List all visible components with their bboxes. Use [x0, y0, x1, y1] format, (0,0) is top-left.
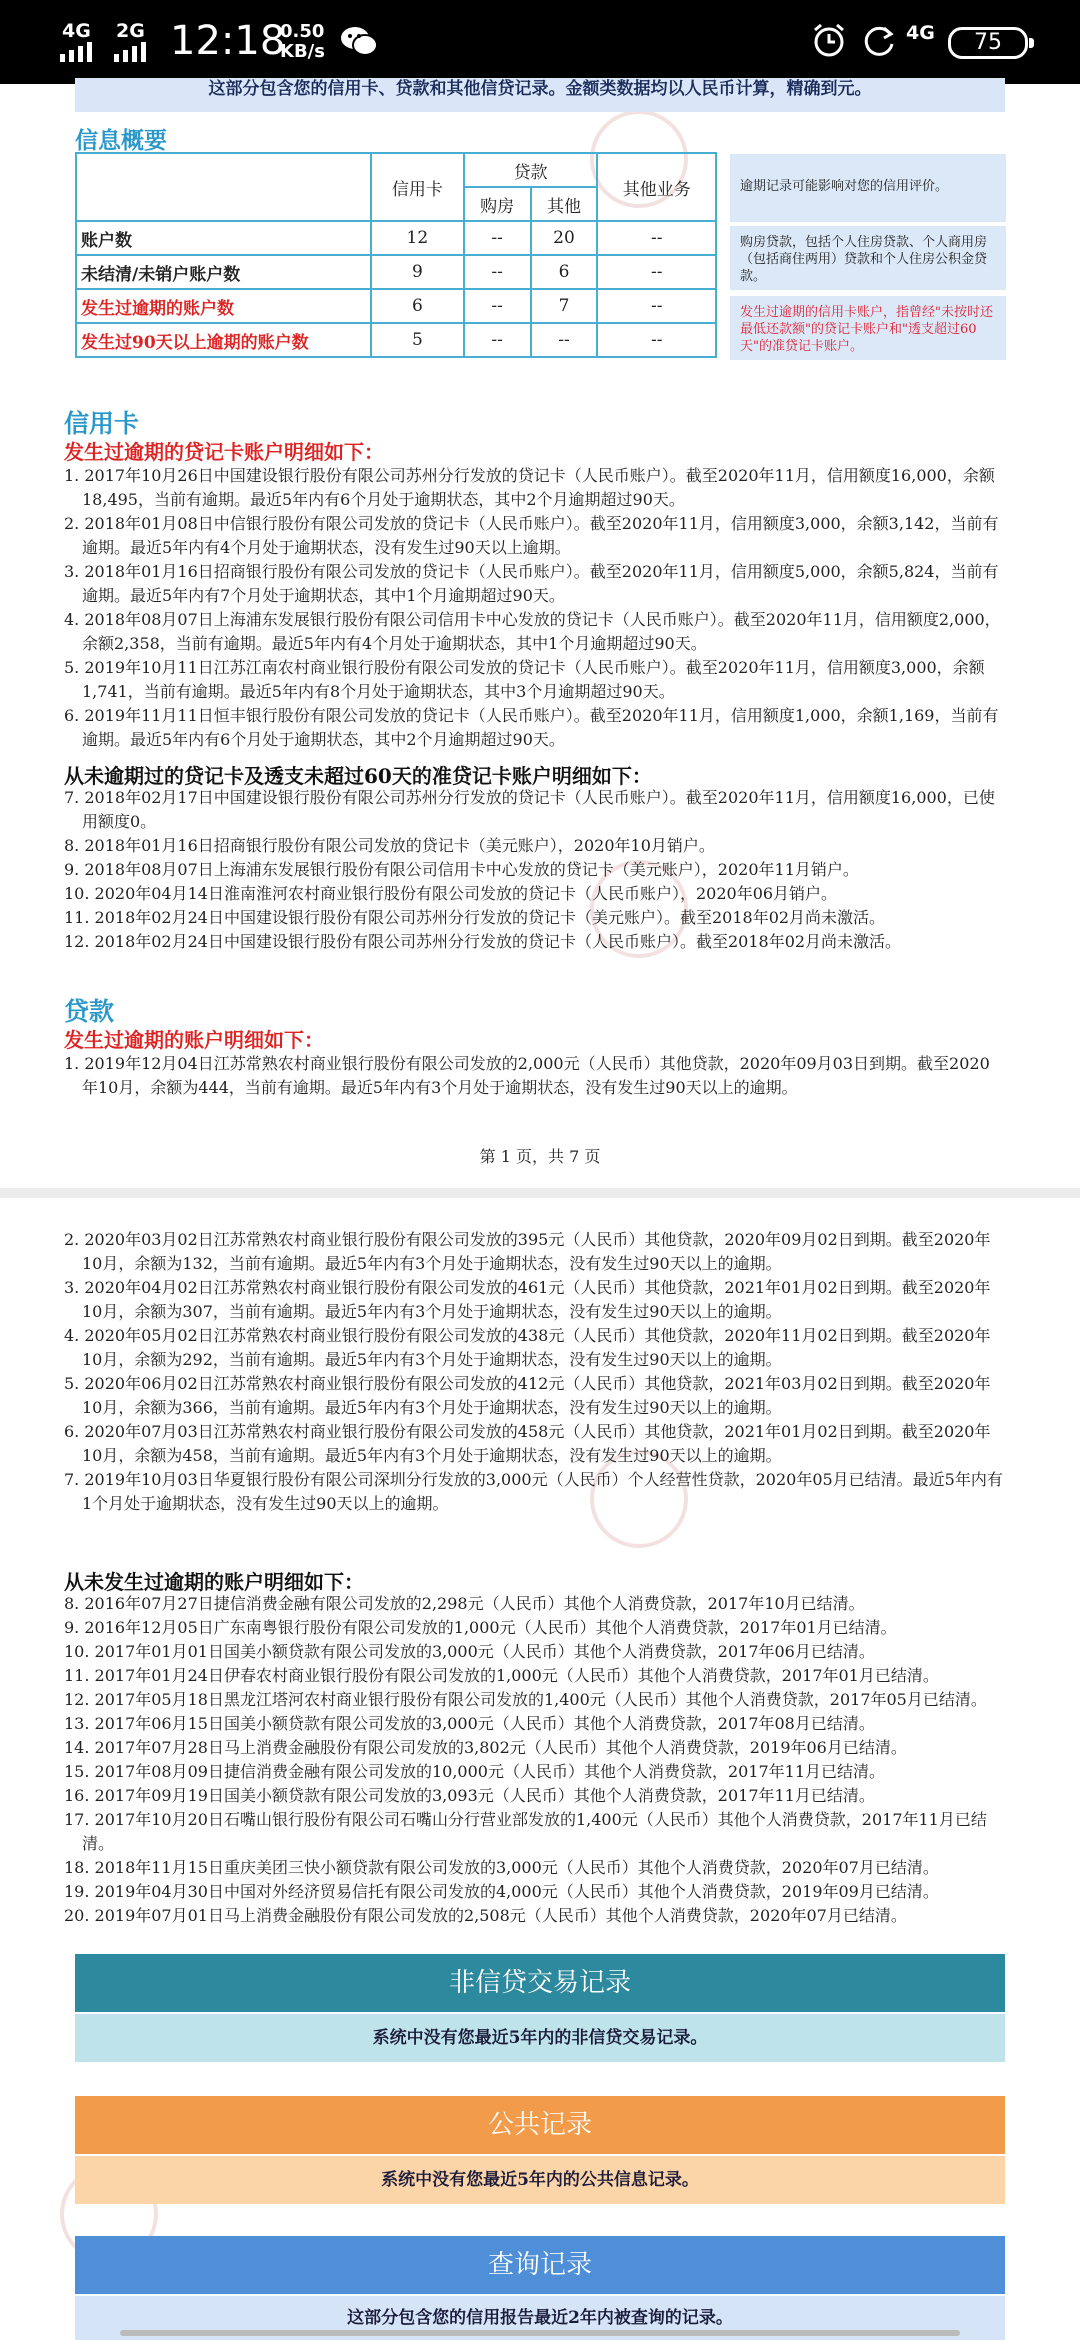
- wechat-icon: [340, 24, 378, 58]
- signal-icon-2: [114, 42, 146, 62]
- cell-credit-card: 12: [371, 221, 464, 255]
- list-item: 1. 2019年12月04日江苏常熟农村商业银行股份有限公司发放的2,000元（人民币）其他贷款，2020年09月03日到期。截至2020年10月，余额为444，当前有逾期。最近5年内有3个月处于逾期状态，没有发生过90天以上的逾期。: [64, 1054, 990, 1097]
- col-loan-other: 其他: [531, 187, 598, 221]
- cell-credit-card: 9: [371, 255, 464, 289]
- cell-loan-other: 20: [531, 221, 598, 255]
- loan-normal-list: [64, 1592, 1004, 1928]
- list-item: 6. 2019年11月11日恒丰银行股份有限公司发放的贷记卡（人民币账户）。截至2020年11月，信用额度1,000，余额1,169，当前有逾期。最近5年内有6个月处于逾期状态，其中2个月逾期超过90天。: [64, 706, 999, 749]
- status-bar: [0, 0, 1080, 84]
- cell-other-business: --: [597, 289, 716, 323]
- list-item: 7. 2018年02月17日中国建设银行股份有限公司苏州分行发放的贷记卡（人民币账户）。截至2020年11月，信用额度16,000，已使用额度0。: [64, 788, 995, 831]
- list-item: 2. 2018年01月08日中信银行股份有限公司发放的贷记卡（人民币账户）。截至2020年11月，信用额度3,000，余额3,142，当前有逾期。最近5年内有4个月处于逾期状态，没有发生过90天以上逾期。: [64, 514, 999, 557]
- page-separator: [0, 1188, 1080, 1198]
- list-item: 15. 2017年08月09日捷信消费金融有限公司发放的10,000元（人民币）其他个人消费贷款，2017年11月已结清。: [64, 1762, 886, 1781]
- table-row: [76, 255, 716, 289]
- list-item: 16. 2017年09月19日国美小额贷款有限公司发放的3,093元（人民币）其他个人消费贷款，2017年11月已结清。: [64, 1786, 875, 1805]
- table-header-row: [76, 153, 716, 187]
- cell-other-business: --: [597, 221, 716, 255]
- cell-house: --: [464, 323, 531, 357]
- loan-title: 贷款: [64, 997, 115, 1026]
- battery-icon: 75: [948, 27, 1028, 59]
- loan-overdue-list-page1: [64, 1052, 1004, 1100]
- cell-loan-other: 7: [531, 289, 598, 323]
- cell-house: --: [464, 221, 531, 255]
- alarm-icon: [810, 22, 848, 60]
- loan-overdue-list-page2: [64, 1228, 1004, 1516]
- col-loan: 贷款: [464, 153, 598, 187]
- list-item: 3. 2018年01月16日招商银行股份有限公司发放的贷记卡（人民币账户）。截至2020年11月，信用额度5,000，余额5,824，当前有逾期。最近5年内有7个月处于逾期状态，其中1个月逾期超过90天。: [64, 562, 999, 605]
- public-records-header: 公共记录: [75, 2096, 1005, 2154]
- cell-loan-other: --: [531, 323, 598, 357]
- list-item: 12. 2018年02月24日中国建设银行股份有限公司苏州分行发放的贷记卡（人民币账户）。截至2018年02月尚未激活。: [64, 932, 902, 951]
- credit-card-title: 信用卡: [64, 409, 140, 438]
- query-records-header: 查询记录: [75, 2236, 1005, 2294]
- network-2g-label: 2G: [116, 20, 145, 42]
- speed-value: 0.50: [280, 21, 325, 42]
- cell-house: --: [464, 289, 531, 323]
- list-item: 4. 2020年05月02日江苏常熟农村商业银行股份有限公司发放的438元（人民币）其他贷款，2020年11月02日到期。截至2020年10月，余额为292，当前有逾期。最近5年内有3个月处于逾期状态，没有发生过90天以上的逾期。: [64, 1326, 991, 1369]
- col-other-business: 其他业务: [597, 153, 716, 221]
- list-item: 1. 2017年10月26日中国建设银行股份有限公司苏州分行发放的贷记卡（人民币账户）。截至2020年11月，信用额度16,000，余额18,495，当前有逾期。最近5年内有6个月处于逾期状态，其中2个月逾期超过90天。: [64, 466, 995, 509]
- list-item: 7. 2019年10月03日华夏银行股份有限公司深圳分行发放的3,000元（人民币）个人经营性贷款，2020年05月已结清。最近5年内有1个月处于逾期状态，没有发生过90天以上的逾期。: [64, 1470, 1003, 1513]
- list-item: 14. 2017年07月28日马上消费金融股份有限公司发放的3,802元（人民币）其他个人消费贷款，2019年06月已结清。: [64, 1738, 907, 1757]
- row-label: 账户数: [76, 221, 371, 255]
- cc-overdue-list: [64, 464, 1004, 752]
- info-summary-title: 信息概要: [75, 127, 167, 154]
- list-item: 12. 2017年05月18日黑龙江塔河农村商业银行股份有限公司发放的1,400元（人民币）其他个人消费贷款，2017年05月已结清。: [64, 1690, 987, 1709]
- speed-unit: KB/s: [280, 41, 325, 62]
- table-corner: [76, 153, 371, 221]
- non-credit-header: 非信贷交易记录: [75, 1954, 1005, 2012]
- row-label: 发生过逾期的账户数: [76, 289, 371, 323]
- cell-loan-other: 6: [531, 255, 598, 289]
- list-item: 17. 2017年10月20日石嘴山银行股份有限公司石嘴山分行营业部发放的1,400元（人民币）其他个人消费贷款，2017年11月已结清。: [64, 1810, 987, 1853]
- refresh-icon: [860, 22, 898, 60]
- list-item: 3. 2020年04月02日江苏常熟农村商业银行股份有限公司发放的461元（人民币）其他贷款，2021年01月02日到期。截至2020年10月，余额为307，当前有逾期。最近5年内有3个月处于逾期状态，没有发生过90天以上的逾期。: [64, 1278, 991, 1321]
- list-item: 5. 2020年06月02日江苏常熟农村商业银行股份有限公司发放的412元（人民币）其他贷款，2021年03月02日到期。截至2020年10月，余额为366，当前有逾期。最近5年内有3个月处于逾期状态，没有发生过90天以上的逾期。: [64, 1374, 991, 1417]
- list-item: 10. 2020年04月14日淮南淮河农村商业银行股份有限公司发放的贷记卡（人民币账户），2020年06月销户。: [64, 884, 838, 903]
- list-item: 6. 2020年07月03日江苏常熟农村商业银行股份有限公司发放的458元（人民币）其他贷款，2021年01月02日到期。截至2020年10月，余额为458，当前有逾期。最近5年内有3个月处于逾期状态，没有发生过90天以上的逾期。: [64, 1422, 991, 1465]
- list-item: 9. 2018年08月07日上海浦东发展银行股份有限公司信用卡中心发放的贷记卡（美元账户），2020年11月销户。: [64, 860, 859, 879]
- horizontal-scrollbar[interactable]: [120, 2330, 960, 2336]
- note-overdue-impact: 逾期记录可能影响对您的信用评价。: [730, 154, 1006, 222]
- list-item: 5. 2019年10月11日江苏江南农村商业银行股份有限公司发放的贷记卡（人民币账户）。截至2020年11月，信用额度3,000，余额1,741，当前有逾期。最近5年内有8个月处于逾期状态，其中3个月逾期超过90天。: [64, 658, 985, 701]
- list-item: 8. 2018年01月16日招商银行股份有限公司发放的贷记卡（美元账户），2020年10月销户。: [64, 836, 715, 855]
- cc-normal-list: [64, 786, 1004, 954]
- network-4g-label: 4G: [62, 20, 91, 42]
- list-item: 19. 2019年04月30日中国对外经济贸易信托有限公司发放的4,000元（人民币）其他个人消费贷款，2019年09月已结清。: [64, 1882, 939, 1901]
- list-item: 11. 2018年02月24日中国建设银行股份有限公司苏州分行发放的贷记卡（美元账户）。截至2018年02月尚未激活。: [64, 908, 886, 927]
- network-4g-label-right: 4G: [906, 22, 935, 44]
- non-credit-body: 系统中没有您最近5年内的非信贷交易记录。: [75, 2014, 1005, 2062]
- list-item: 9. 2016年12月05日广东南粤银行股份有限公司发放的1,000元（人民币）其他个人消费贷款，2017年01月已结清。: [64, 1618, 897, 1637]
- row-label: 未结清/未销户账户数: [76, 255, 371, 289]
- public-records-body: 系统中没有您最近5年内的公共信息记录。: [75, 2156, 1005, 2204]
- note-overdue-card: 发生过逾期的信用卡账户，指曾经"未按时还最低还款额"的贷记卡账户和"透支超过60天"的准贷记卡账户。: [730, 296, 1006, 360]
- network-speed: [280, 22, 325, 62]
- note-house-loan: 购房贷款，包括个人住房贷款、个人商用房（包括商住两用）贷款和个人住房公积金贷款。: [730, 226, 1006, 290]
- cc-normal-title: 从未逾期过的贷记卡及透支未超过60天的准贷记卡账户明细如下：: [64, 764, 652, 788]
- page-footer: 第 1 页，共 7 页: [479, 1147, 601, 1166]
- signal-icon: [60, 42, 92, 62]
- loan-overdue-title: 发生过逾期的账户明细如下：: [64, 1028, 324, 1052]
- cell-other-business: --: [597, 323, 716, 357]
- list-item: 4. 2018年08月07日上海浦东发展银行股份有限公司信用卡中心发放的贷记卡（人民币账户）。截至2020年11月，信用额度2,000，余额2,358，当前有逾期。最近5年内有4个月处于逾期状态，其中1个月逾期超过90天。: [64, 610, 1001, 653]
- section-intro-banner: 这部分包含您的信用卡、贷款和其他信贷记录。金额类数据均以人民币计算，精确到元。: [75, 78, 1005, 112]
- query-records-body: 这部分包含您的信用报告最近2年内被查询的记录。: [75, 2296, 1005, 2340]
- table-row: [76, 221, 716, 255]
- cell-credit-card: 5: [371, 323, 464, 357]
- list-item: 8. 2016年07月27日捷信消费金融有限公司发放的2,298元（人民币）其他个人消费贷款，2017年10月已结清。: [64, 1594, 865, 1613]
- list-item: 10. 2017年01月01日国美小额贷款有限公司发放的3,000元（人民币）其他个人消费贷款，2017年06月已结清。: [64, 1642, 875, 1661]
- info-summary-table: [75, 152, 717, 358]
- row-label: 发生过90天以上逾期的账户数: [76, 323, 371, 357]
- col-house: 购房: [464, 187, 531, 221]
- list-item: 20. 2019年07月01日马上消费金融股份有限公司发放的2,508元（人民币）其他个人消费贷款，2020年07月已结清。: [64, 1906, 907, 1925]
- cell-house: --: [464, 255, 531, 289]
- cell-other-business: --: [597, 255, 716, 289]
- table-row: [76, 323, 716, 357]
- list-item: 18. 2018年11月15日重庆美团三快小额贷款有限公司发放的3,000元（人民币）其他个人消费贷款，2020年07月已结清。: [64, 1858, 939, 1877]
- col-credit-card: 信用卡: [371, 153, 464, 221]
- loan-normal-title: 从未发生过逾期的账户明细如下：: [64, 1570, 364, 1594]
- cc-overdue-title: 发生过逾期的贷记卡账户明细如下：: [64, 440, 384, 464]
- list-item: 11. 2017年01月24日伊春农村商业银行股份有限公司发放的1,000元（人民币）其他个人消费贷款，2017年01月已结清。: [64, 1666, 939, 1685]
- table-row: [76, 289, 716, 323]
- list-item: 13. 2017年06月15日国美小额贷款有限公司发放的3,000元（人民币）其他个人消费贷款，2017年08月已结清。: [64, 1714, 875, 1733]
- cell-credit-card: 6: [371, 289, 464, 323]
- clock: 12:18: [170, 18, 286, 64]
- list-item: 2. 2020年03月02日江苏常熟农村商业银行股份有限公司发放的395元（人民币）其他贷款，2020年09月02日到期。截至2020年10月，余额为132，当前有逾期。最近5年内有3个月处于逾期状态，没有发生过90天以上的逾期。: [64, 1230, 991, 1273]
